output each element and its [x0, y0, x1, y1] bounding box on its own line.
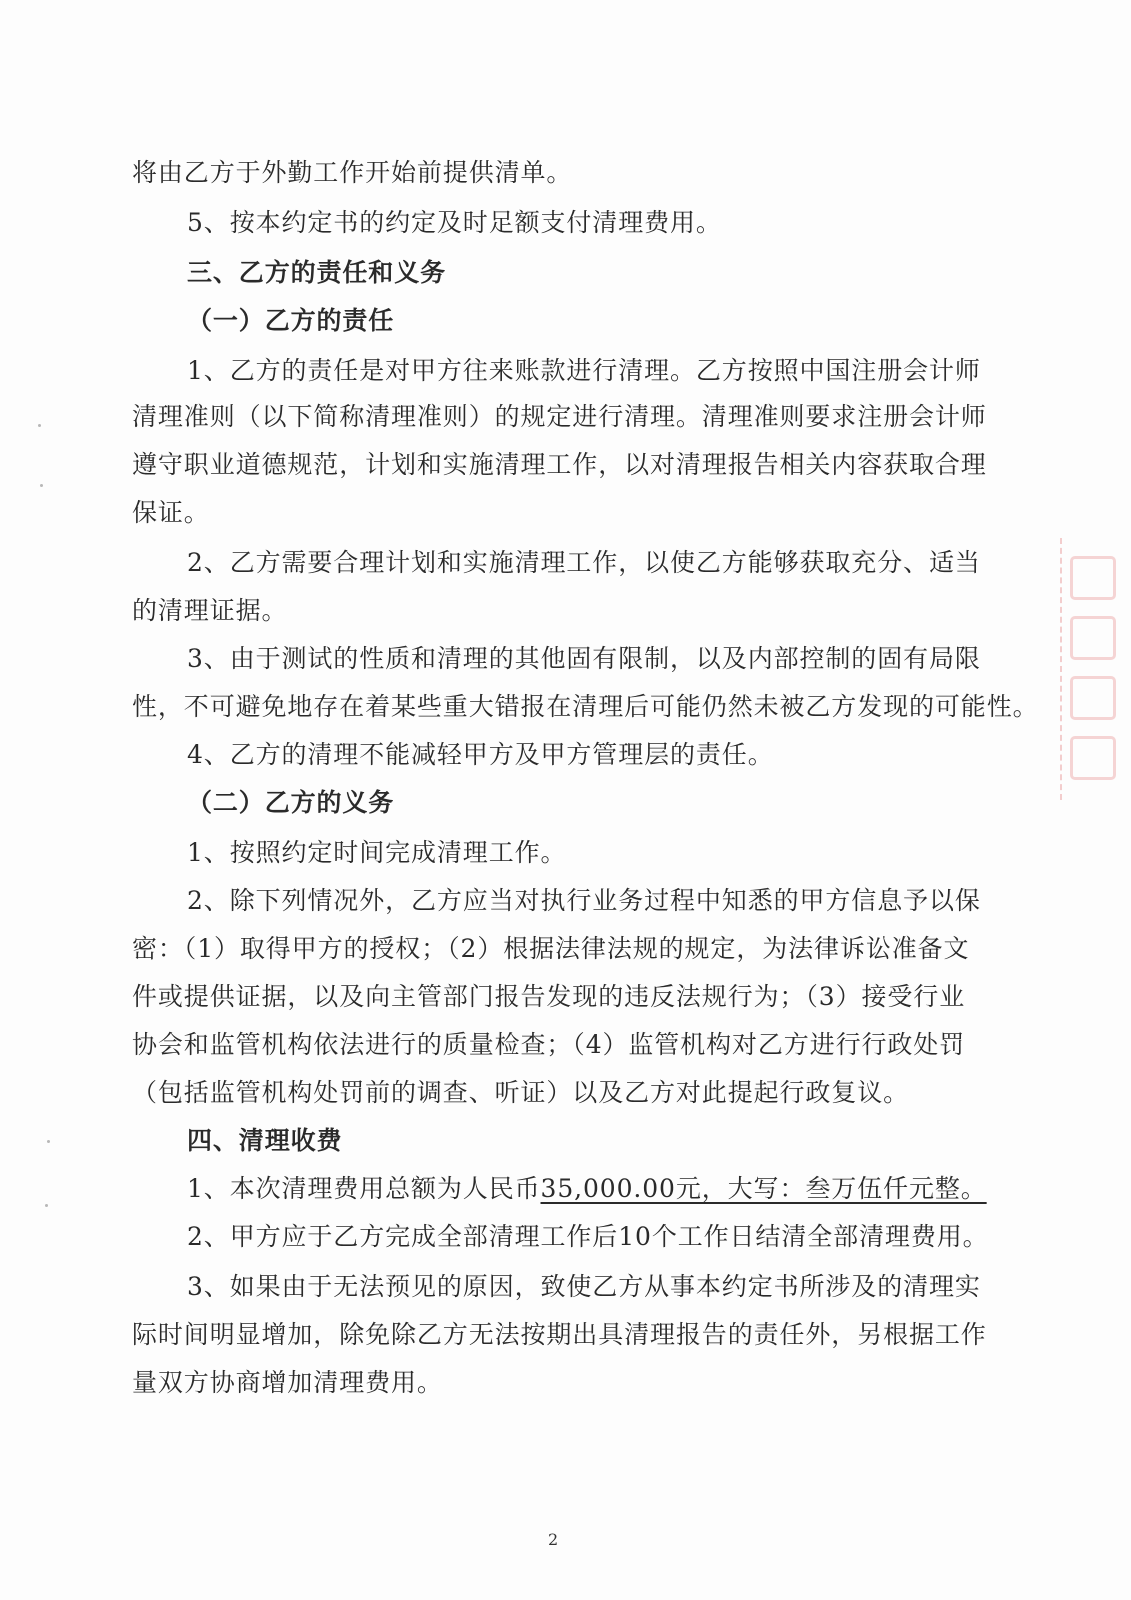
body-line: 的清理证据。 — [132, 596, 288, 625]
list-item: 2、除下列情况外，乙方应当对执行业务过程中知悉的甲方信息予以保 — [187, 886, 981, 915]
body-line: 性，不可避免地存在着某些重大错报在清理后可能仍然未被乙方发现的可能性。 — [132, 692, 1039, 721]
page-number: 2 — [548, 1530, 559, 1549]
body-line: 件或提供证据，以及向主管部门报告发现的违反法规行为；（3）接受行业 — [132, 982, 966, 1011]
list-item: 3、由于测试的性质和清理的其他固有限制，以及内部控制的固有局限 — [187, 644, 981, 673]
list-item: 1、乙方的责任是对甲方往来账款进行清理。乙方按照中国注册会计师 — [187, 356, 981, 385]
body-line: 协会和监管机构依法进行的质量检查；（4）监管机构对乙方进行行政处罚 — [132, 1030, 966, 1059]
fee-line-prefix: 1、本次清理费用总额为人民币 — [187, 1174, 541, 1203]
list-item: 2、乙方需要合理计划和实施清理工作，以使乙方能够获取充分、适当 — [187, 548, 981, 577]
body-line: 遵守职业道德规范，计划和实施清理工作，以对清理报告相关内容获取合理 — [132, 450, 987, 479]
subsection-heading: （二）乙方的义务 — [187, 788, 395, 817]
body-line: 密：（1）取得甲方的授权；（2）根据法律法规的规定，为法律诉讼准备文 — [132, 934, 970, 963]
body-line: 将由乙方于外勤工作开始前提供清单。 — [132, 158, 573, 187]
body-line: 际时间明显增加，除免除乙方无法按期出具清理报告的责任外，另根据工作 — [132, 1320, 987, 1349]
list-item: 5、按本约定书的约定及时足额支付清理费用。 — [187, 208, 722, 237]
list-item: 3、如果由于无法预见的原因，致使乙方从事本约定书所涉及的清理实 — [187, 1272, 981, 1301]
scan-speck — [40, 484, 43, 487]
body-line: 清理准则（以下简称清理准则）的规定进行清理。清理准则要求注册会计师 — [132, 402, 987, 431]
list-item: 1、按照约定时间完成清理工作。 — [187, 838, 567, 867]
body-line: （包括监管机构处罚前的调查、听证）以及乙方对此提起行政复议。 — [132, 1078, 910, 1107]
section-heading: 四、清理收费 — [187, 1126, 343, 1155]
scan-speck — [38, 424, 41, 427]
section-heading: 三、乙方的责任和义务 — [187, 258, 447, 287]
subsection-heading: （一）乙方的责任 — [187, 306, 395, 335]
body-line: 量双方协商增加清理费用。 — [132, 1368, 443, 1397]
body-line: 保证。 — [132, 498, 210, 527]
seal-stamp-fragment — [1060, 538, 1114, 800]
fee-line — [187, 1172, 1131, 1206]
scan-speck — [45, 1204, 48, 1207]
list-item: 4、乙方的清理不能减轻甲方及甲方管理层的责任。 — [187, 740, 774, 769]
fee-amount: 35,000.00元，大写：叁万伍仟元整。 — [540, 1174, 987, 1203]
scan-speck — [47, 1140, 50, 1143]
list-item: 2、甲方应于乙方完成全部清理工作后10个工作日结清全部清理费用。 — [187, 1222, 989, 1251]
